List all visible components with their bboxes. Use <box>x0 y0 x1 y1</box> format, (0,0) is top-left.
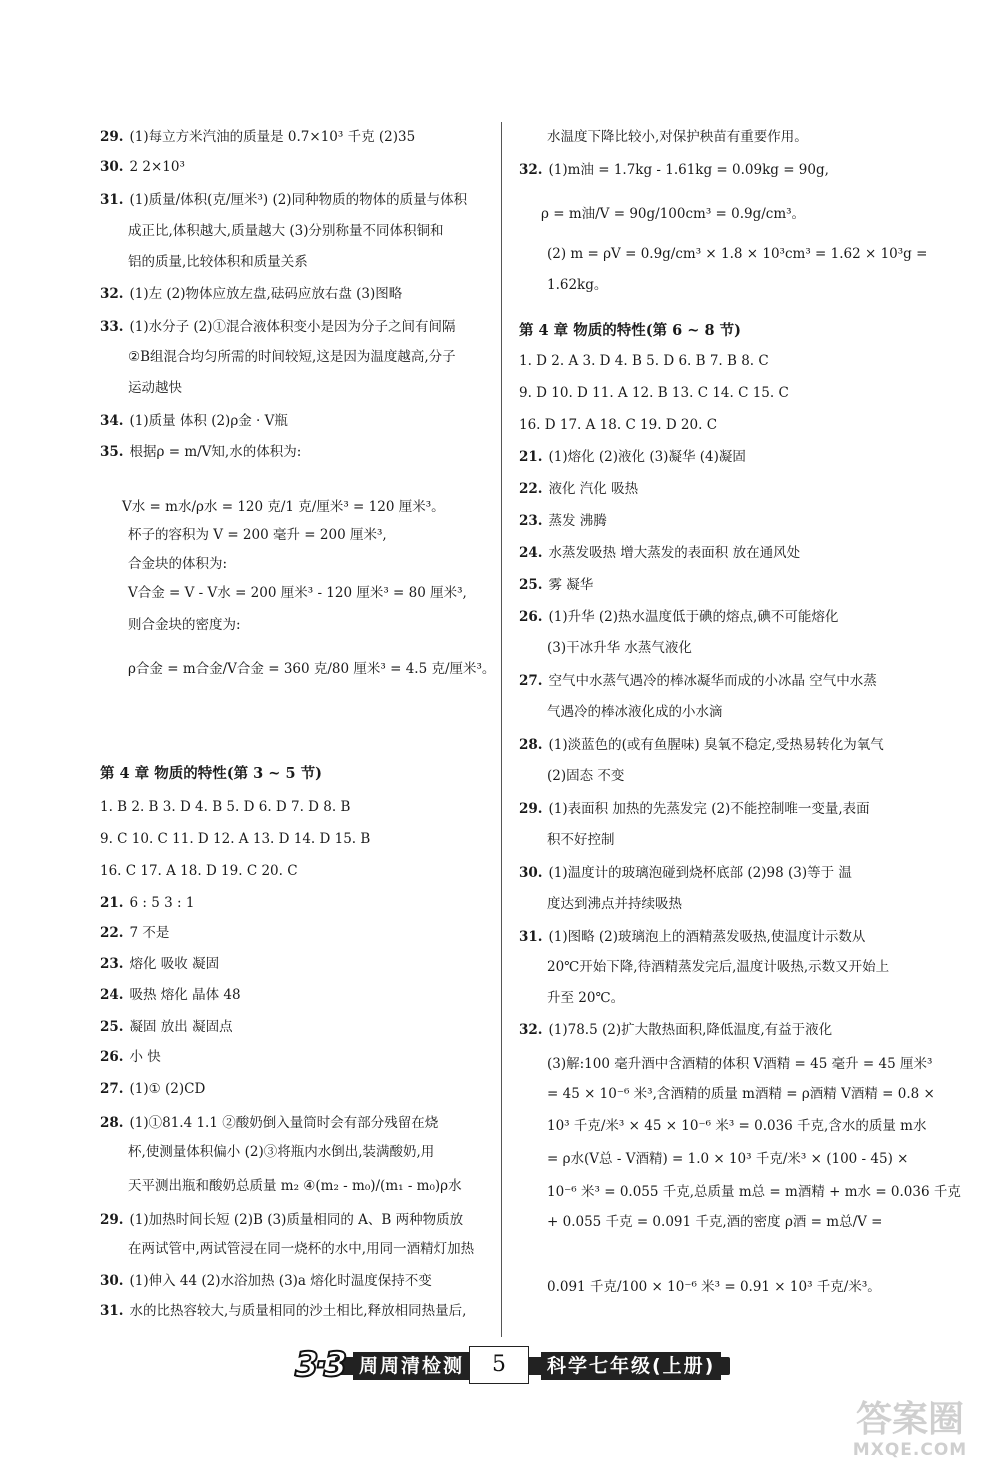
question-number: 25. <box>519 577 543 593</box>
question-number: 31. <box>100 192 124 208</box>
answer-text: (1)伸入 44 (2)水浴加热 (3)a 熔化时温度保持不变 <box>129 1273 432 1289</box>
answer-line <box>128 553 227 575</box>
answer-line <box>128 1238 474 1260</box>
answer-line <box>100 126 415 148</box>
subject-title: 科学七年级(上册) <box>541 1352 721 1380</box>
answer-text: (3)干冰升华 水蒸气液化 <box>547 640 692 656</box>
answer-text: 1. B 2. B 3. D 4. B 5. D 6. D 7. D 8. B <box>100 799 351 815</box>
question-number: 32. <box>519 1022 543 1038</box>
section-heading <box>100 763 322 785</box>
answer-line <box>519 734 884 756</box>
answer-line <box>100 156 185 178</box>
question-number: 28. <box>100 1115 124 1131</box>
answer-text: 气遇冷的棒冰液化成的小水滴 <box>547 704 723 720</box>
answer-text: 1.62kg。 <box>547 277 608 293</box>
answer-line <box>100 922 169 944</box>
answer-line <box>519 574 593 596</box>
answer-text: 空气中水蒸气遇冷的棒冰凝华而成的小冰晶 空气中水蒸 <box>548 673 877 689</box>
answer-text: 雾 凝华 <box>548 577 594 593</box>
answer-line <box>547 829 615 851</box>
answer-line <box>547 1211 883 1233</box>
answer-line <box>128 524 387 546</box>
answer-line <box>128 251 308 273</box>
answer-text: (2) m = ρV = 0.9g/cm³ × 1.8 × 10³cm³ = 1.62 × 10³g = <box>547 246 928 262</box>
answer-line <box>100 316 456 338</box>
answer-text: (1)温度计的玻璃泡碰到烧杯底部 (2)98 (3)等于 温 <box>548 865 852 881</box>
answer-line <box>100 1046 161 1068</box>
answer-line <box>100 984 241 1006</box>
answer-line <box>100 796 350 818</box>
answer-line <box>100 441 301 463</box>
question-number: 27. <box>519 673 543 689</box>
answer-text: 第 4 章 物质的特性(第 6 ~ 8 节) <box>519 322 741 339</box>
answer-text: ②B组混合均匀所需的时间较短,这是因为温度越高,分子 <box>128 349 456 365</box>
answer-text: (1)78.5 (2)扩大散热面积,降低温度,有益于液化 <box>548 1022 833 1038</box>
answer-text: 10⁻⁶ 米³ = 0.055 千克,总质量 m总 = m酒精 + m水 = 0.036 千克 <box>547 1184 961 1200</box>
answer-line <box>547 243 927 265</box>
column-divider <box>501 122 502 1337</box>
question-number: 29. <box>100 1212 124 1228</box>
answer-line <box>547 1148 908 1170</box>
answer-text: 积不好控制 <box>547 832 615 848</box>
answer-line <box>547 274 607 296</box>
answer-line <box>541 203 805 225</box>
question-number: 21. <box>100 895 124 911</box>
answer-text: (1)① (2)CD <box>129 1081 206 1097</box>
answer-line <box>100 1016 233 1038</box>
question-number: 22. <box>100 925 124 941</box>
answer-text: (3)解:100 毫升酒中含酒精的体积 V酒精 = 45 毫升 = 45 厘米³ <box>547 1056 933 1072</box>
answer-text: (1)左 (2)物体应放左盘,砝码应放右盘 (3)图略 <box>129 286 403 302</box>
answer-text: 液化 汽化 吸热 <box>548 481 639 497</box>
answer-line <box>100 1300 466 1322</box>
answer-text: = ρ水(V总 - V酒精) = 1.0 × 10³ 千克/米³ × (100 - 45) × <box>547 1151 909 1167</box>
answer-text: 9. D 10. D 11. A 12. B 13. C 14. C 15. C <box>519 385 789 401</box>
question-number: 30. <box>100 159 124 175</box>
answer-text: 熔化 吸收 凝固 <box>129 956 220 972</box>
brand-logo: 3·3 <box>295 1345 344 1385</box>
answer-line <box>100 1270 432 1292</box>
question-number: 31. <box>519 929 543 945</box>
answer-line <box>519 478 638 500</box>
watermark <box>830 1400 990 1462</box>
answer-line <box>547 637 692 659</box>
answer-text: + 0.055 千克 = 0.091 千克,酒的密度 ρ酒 = m总/V = <box>547 1214 883 1230</box>
answer-line <box>128 346 456 368</box>
section-heading <box>519 320 741 342</box>
question-number: 23. <box>100 956 124 972</box>
answer-text: 2 2×10³ <box>129 159 185 175</box>
answer-line <box>128 1141 434 1163</box>
answer-text: (1)熔化 (2)液化 (3)凝华 (4)凝固 <box>548 449 746 465</box>
page-number: 5 <box>469 1346 529 1384</box>
answer-line <box>547 765 624 787</box>
answer-line <box>519 798 870 820</box>
answer-line <box>122 496 445 518</box>
question-number: 23. <box>519 513 543 529</box>
question-number: 21. <box>519 449 543 465</box>
answer-text: (1)每立方米汽油的质量是 0.7×10³ 千克 (2)35 <box>129 129 416 145</box>
answer-text: (1)淡蓝色的(或有鱼腥味) 臭氧不稳定,受热易转化为氧气 <box>548 737 884 753</box>
answer-text: 杯子的容积为 V = 200 毫升 = 200 厘米³, <box>128 527 387 543</box>
question-number: 31. <box>100 1303 124 1319</box>
answer-line <box>100 953 219 975</box>
answer-text: (1)质量 体积 (2)ρ金 · V瓶 <box>129 413 288 429</box>
answer-text: ρ合金 = m合金/V合金 = 360 克/80 厘米³ = 4.5 克/厘米³。 <box>128 661 496 677</box>
answer-text: 小 快 <box>129 1049 161 1065</box>
answer-line <box>128 614 241 636</box>
answer-line <box>100 283 402 305</box>
answer-text: 则合金块的密度为: <box>128 617 241 633</box>
answer-line <box>519 926 865 948</box>
answer-text: 根据ρ = m/V知,水的体积为: <box>129 444 302 460</box>
answer-line <box>547 956 889 978</box>
answer-line <box>519 446 746 468</box>
question-number: 29. <box>519 801 543 817</box>
answer-text: 凝固 放出 凝固点 <box>129 1019 233 1035</box>
answer-line <box>100 892 194 914</box>
question-number: 30. <box>100 1273 124 1289</box>
question-number: 33. <box>100 319 124 335</box>
answer-line <box>519 414 717 436</box>
answer-text: 吸热 熔化 晶体 48 <box>129 987 241 1003</box>
answer-line <box>519 542 800 564</box>
answer-line <box>128 1175 462 1197</box>
answer-text: (1)加热时间长短 (2)B (3)质量相同的 A、B 两种物质放 <box>129 1212 464 1228</box>
answer-line <box>100 1078 205 1100</box>
answer-line <box>519 1019 832 1041</box>
answer-line <box>519 382 789 404</box>
question-number: 28. <box>519 737 543 753</box>
answer-text: = 45 × 10⁻⁶ 米³,含酒精的质量 m酒精 = ρ酒精 V酒精 = 0.8 × <box>547 1086 935 1102</box>
question-number: 29. <box>100 129 124 145</box>
series-title: 周周清检测 <box>353 1352 470 1380</box>
answer-text: (1)升华 (2)热水温度低于碘的熔点,碘不可能熔化 <box>548 609 839 625</box>
answer-text: 16. C 17. A 18. D 19. C 20. C <box>100 863 298 879</box>
answer-line <box>128 377 182 399</box>
answer-text: 运动越快 <box>128 380 182 396</box>
answer-line <box>128 582 467 604</box>
answer-line <box>547 987 624 1009</box>
answer-text: 杯,使测量体积偏小 (2)③将瓶内水倒出,装满酸奶,用 <box>128 1144 435 1160</box>
answer-line <box>519 510 607 532</box>
answer-text: 升至 20℃。 <box>547 990 625 1006</box>
answer-text: V合金 = V - V水 = 200 厘米³ - 120 厘米³ = 80 厘米³, <box>128 585 467 601</box>
page-footer <box>295 1342 730 1388</box>
answer-text: (1)水分子 (2)①混合液体积变小是因为分子之间有间隔 <box>129 319 456 335</box>
question-number: 27. <box>100 1081 124 1097</box>
answer-text: ρ = m油/V = 90g/100cm³ = 0.9g/cm³。 <box>541 206 806 222</box>
answer-line <box>519 159 829 181</box>
answer-text: (1)表面积 加热的先蒸发完 (2)不能控制唯一变量,表面 <box>548 801 870 817</box>
answer-text: (1)质量/体积(克/厘米³) (2)同种物质的物体的质量与体积 <box>129 192 468 208</box>
answer-text: 1. D 2. A 3. D 4. B 5. D 6. B 7. B 8. C <box>519 353 769 369</box>
answer-line <box>519 350 769 372</box>
answer-text: 在两试管中,两试管浸在同一烧杯的水中,用同一酒精灯加热 <box>128 1241 475 1257</box>
answer-text: (1)图略 (2)玻璃泡上的酒精蒸发吸热,使温度计示数从 <box>548 929 866 945</box>
answer-line <box>547 701 723 723</box>
answer-line <box>100 828 370 850</box>
answer-line <box>519 670 877 692</box>
question-number: 26. <box>100 1049 124 1065</box>
answer-line <box>547 1115 926 1137</box>
answer-line <box>100 1209 463 1231</box>
answer-line <box>100 189 467 211</box>
question-number: 35. <box>100 444 124 460</box>
answer-text: (1)①81.4 1.1 ②酸奶倒入量筒时会有部分残留在烧 <box>129 1115 439 1131</box>
answer-line <box>128 220 444 242</box>
answer-line <box>100 1112 438 1134</box>
answer-line <box>547 1083 935 1105</box>
answer-text: 度达到沸点并持续吸热 <box>547 896 682 912</box>
answer-line <box>128 658 495 680</box>
answer-text: V水 = m水/ρ水 = 120 克/1 克/厘米³ = 120 厘米³。 <box>122 499 445 515</box>
answer-text: 水温度下降比较小,对保护秧苗有重要作用。 <box>547 129 808 145</box>
answer-line <box>519 862 852 884</box>
answer-line <box>100 410 288 432</box>
answer-text: 16. D 17. A 18. C 19. D 20. C <box>519 417 718 433</box>
answer-text: 合金块的体积为: <box>128 556 228 572</box>
question-number: 32. <box>100 286 124 302</box>
question-number: 34. <box>100 413 124 429</box>
answer-text: 天平测出瓶和酸奶总质量 m₂ ④(m₂ - m₀)/(m₁ - m₀)ρ水 <box>128 1178 462 1194</box>
answer-line <box>547 1276 881 1298</box>
answer-text: 铝的质量,比较体积和质量关系 <box>128 254 308 270</box>
question-number: 24. <box>100 987 124 1003</box>
answer-text: 6 : 5 3 : 1 <box>129 895 195 911</box>
answer-line <box>547 1181 961 1203</box>
answer-line <box>547 1053 932 1075</box>
question-number: 22. <box>519 481 543 497</box>
watermark-logo: 答案圈 <box>855 1399 964 1440</box>
question-number: 30. <box>519 865 543 881</box>
answer-text: 7 不是 <box>129 925 170 941</box>
answer-text: 水的比热容较大,与质量相同的沙土相比,释放相同热量后, <box>129 1303 467 1319</box>
answer-line <box>519 606 838 628</box>
answer-text: 10³ 千克/米³ × 45 × 10⁻⁶ 米³ = 0.036 千克,含水的质量 m水 <box>547 1118 927 1134</box>
answer-text: 成正比,体积越大,质量越大 (3)分别称量不同体积铜和 <box>128 223 444 239</box>
question-number: 32. <box>519 162 543 178</box>
question-number: 24. <box>519 545 543 561</box>
answer-text: 第 4 章 物质的特性(第 3 ~ 5 节) <box>100 765 322 782</box>
answer-text: 水蒸发吸热 增大蒸发的表面积 放在通风处 <box>548 545 801 561</box>
answer-text: 蒸发 沸腾 <box>548 513 607 529</box>
answer-line <box>547 893 682 915</box>
answer-line <box>100 860 298 882</box>
question-number: 26. <box>519 609 543 625</box>
answer-text: 20℃开始下降,待酒精蒸发完后,温度计吸热,示数又开始上 <box>547 959 890 975</box>
watermark-url: MXQE.COM <box>852 1440 968 1460</box>
answer-text: 9. C 10. C 11. D 12. A 13. D 14. D 15. B <box>100 831 371 847</box>
answer-line <box>547 126 808 148</box>
question-number: 25. <box>100 1019 124 1035</box>
answer-text: (2)固态 不变 <box>547 768 625 784</box>
answer-text: 0.091 千克/100 × 10⁻⁶ 米³ = 0.91 × 10³ 千克/米³。 <box>547 1279 881 1295</box>
answer-text: (1)m油 = 1.7kg - 1.61kg = 0.09kg = 90g, <box>548 162 829 178</box>
